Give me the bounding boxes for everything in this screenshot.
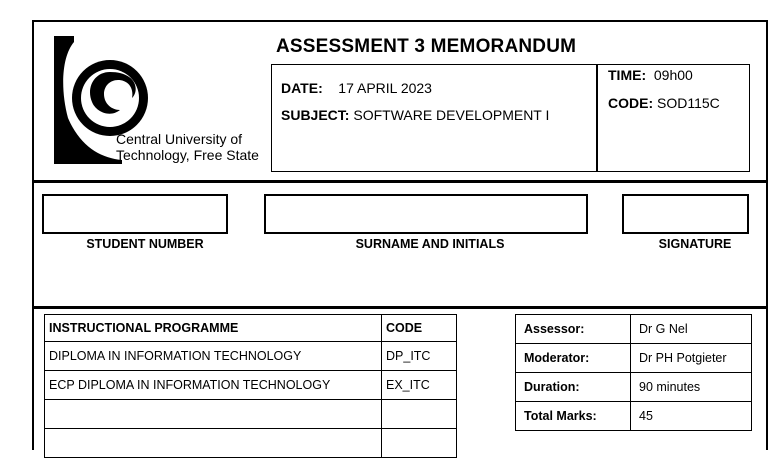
surname-field[interactable] [264,194,588,234]
student-number-field[interactable] [42,194,228,234]
code-label: CODE: [608,95,654,111]
code-row [608,95,720,111]
page-title: ASSESSMENT 3 MEMORANDUM [276,36,577,57]
logo-line-2: Technology, Free State [116,147,259,163]
date-row [281,80,432,96]
fields-divider [32,306,768,309]
table-row [516,373,752,402]
duration-label: Duration: [516,373,631,402]
assessor-value: Dr G Nel [631,315,752,344]
assessor-label: Assessor: [516,315,631,344]
table-row [45,400,457,429]
table-header-row [45,315,457,342]
table-row [45,371,457,400]
surname-label: SURNAME AND INITIALS [355,237,505,251]
table-row [516,315,752,344]
subject-label: SUBJECT: [281,107,350,123]
logo-line-1: Central University of [116,131,243,147]
time-value: 09h00 [653,67,693,83]
programme-cell: DIPLOMA IN INFORMATION TECHNOLOGY [45,342,382,371]
time-label: TIME: [608,67,647,83]
moderator-value: Dr PH Potgieter [631,344,752,373]
date-label: DATE: [281,80,323,96]
total-marks-label: Total Marks: [516,402,631,431]
code-cell [382,429,457,458]
duration-value: 90 minutes [631,373,752,402]
code-cell: DP_ITC [382,342,457,371]
moderator-label: Moderator: [516,344,631,373]
code-cell: EX_ITC [382,371,457,400]
logo-text [116,131,259,163]
signature-label: SIGNATURE [658,237,732,251]
table-row [516,344,752,373]
programme-cell: ECP DIPLOMA IN INFORMATION TECHNOLOGY [45,371,382,400]
student-number-label: STUDENT NUMBER [86,237,204,251]
assessment-table [515,314,752,431]
time-row [608,67,693,83]
table-row [45,429,457,458]
code-header: CODE [382,315,457,342]
programme-table [44,314,457,458]
code-value: SOD115C [657,95,720,111]
programme-header: INSTRUCTIONAL PROGRAMME [45,315,382,342]
date-value: 17 APRIL 2023 [338,80,432,96]
header-divider [32,180,768,183]
subject-row [281,107,549,123]
table-row [516,402,752,431]
programme-cell [45,429,382,458]
table-row [45,342,457,371]
code-cell [382,400,457,429]
programme-cell [45,400,382,429]
subject-value: SOFTWARE DEVELOPMENT I [353,107,550,123]
signature-field[interactable] [622,194,749,234]
total-marks-value: 45 [631,402,752,431]
